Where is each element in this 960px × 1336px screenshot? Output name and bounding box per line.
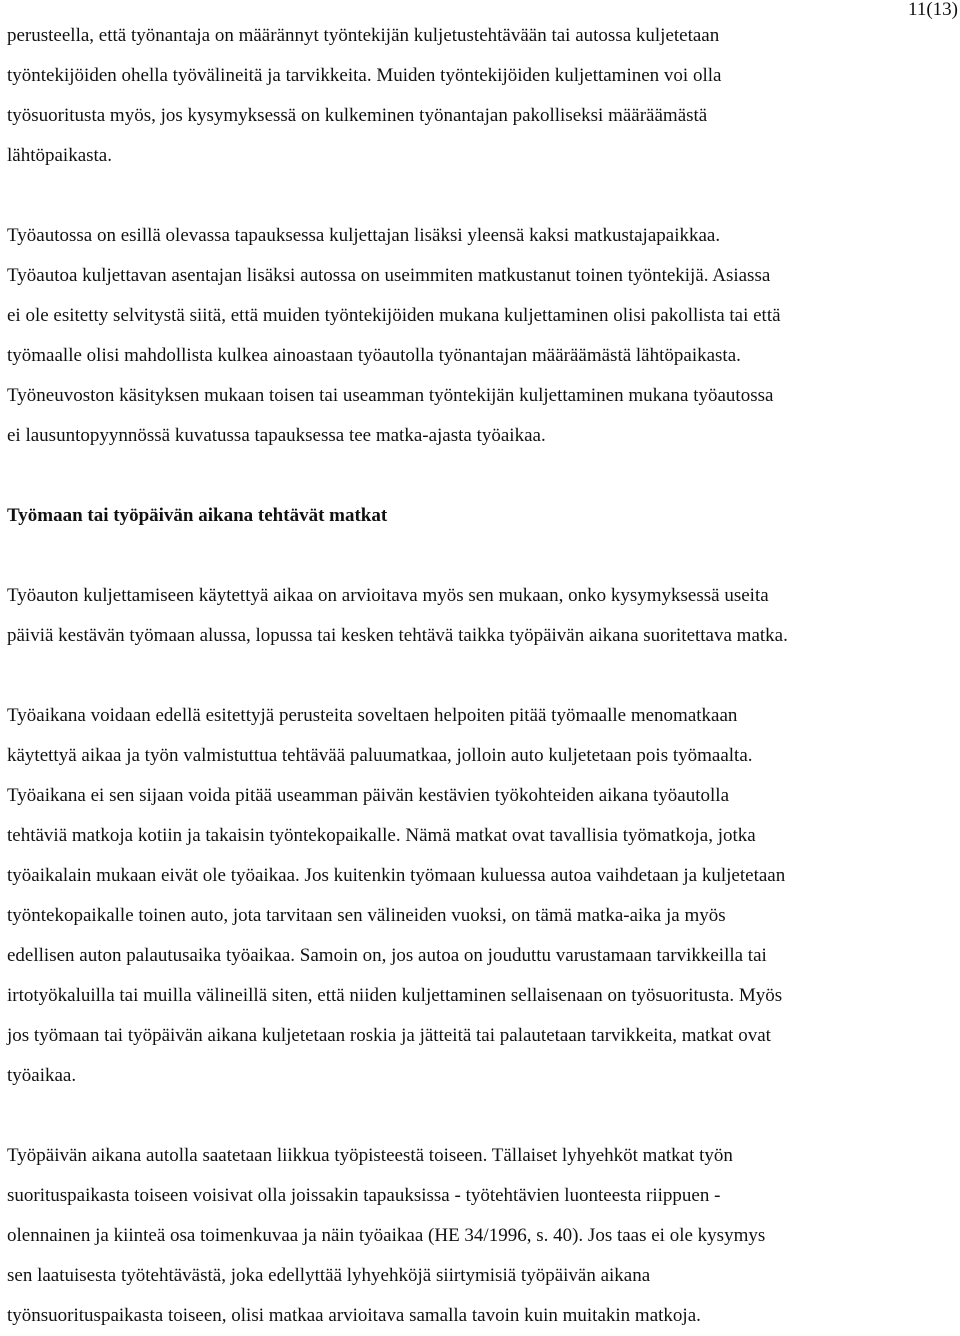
text-line: irtotyökaluilla tai muilla välineillä siten, että niiden kuljettaminen sellaisenaan on työsuoritusta. Myös [7,985,783,1006]
text-line: Työneuvoston käsityksen mukaan toisen tai useamman työntekijän kuljettaminen mukana työautossa [7,385,774,406]
text-line: Työpäivän aikana autolla saatetaan liikkua työpisteestä toiseen. Tällaiset lyhyehköt matkat työn [7,1145,733,1166]
text-line: työntekijöiden ohella työvälineitä ja tarvikkeita. Muiden työntekijöiden kuljettaminen voi olla [7,65,722,86]
text-line: työmaalle olisi mahdollista kulkea ainoastaan työautolla työnantajan määräämästä lähtöpaikasta. [7,345,741,366]
text-line: ei ole esitetty selvitystä siitä, että muiden työntekijöiden mukana kuljettaminen olisi pakollista tai että [7,305,781,326]
text-line: Työaikana ei sen sijaan voida pitää useamman päivän kestävien työkohteiden aikana työautolla [7,785,730,806]
paragraph-1 [7,16,957,176]
text-line: Työautossa on esillä olevassa tapauksessa kuljettajan lisäksi yleensä kaksi matkustajapaikkaa. [7,225,721,246]
document-body [7,16,957,1336]
section-heading: Työmaan tai työpäivän aikana tehtävät matkat [7,505,388,526]
paragraph-4 [7,696,957,1096]
text-line: suorituspaikasta toiseen voisivat olla joissakin tapauksissa - työtehtävien luonteesta riippuen - [7,1185,721,1206]
text-line: lähtöpaikasta. [7,145,112,166]
text-line: sen laatuisesta työtehtävästä, joka edellyttää lyhyehköjä siirtymisiä työpäivän aikana [7,1265,651,1286]
text-line: työntekopaikalle toinen auto, jota tarvitaan sen välineiden vuoksi, on tämä matka-aika ja myös [7,905,726,926]
text-line: Työautoa kuljettavan asentajan lisäksi autossa on useimmiten matkustanut toinen työntekijä. Asiassa [7,265,771,286]
text-line: käytettyä aikaa ja työn valmistuttua tehtävää paluumatkaa, jolloin auto kuljetetaan pois työmaalta. [7,745,753,766]
paragraph-5 [7,1136,957,1336]
text-line: työaikaa. [7,1065,77,1086]
text-line: päiviä kestävän työmaan alussa, lopussa tai kesken tehtävä taikka työpäivän aikana suoritettava matka. [7,625,788,646]
text-line: olennainen ja kiinteä osa toimenkuvaa ja näin työaikaa (HE 34/1996, s. 40). Jos taas ei ole kysymys [7,1225,766,1246]
paragraph-3 [7,576,957,656]
text-line: perusteella, että työnantaja on määrännyt työntekijän kuljetustehtävään tai autossa kuljetetaan [7,25,720,46]
text-line: Työaikana voidaan edellä esitettyjä perusteita soveltaen helpoiten pitää työmaalle menomatkaan [7,705,738,726]
text-line: edellisen auton palautusaika työaikaa. Samoin on, jos autoa on jouduttu varustamaan tarvikkeilla tai [7,945,767,966]
text-line: jos työmaan tai työpäivän aikana kuljetetaan roskia ja jätteitä tai palautetaan tarvikkeita, matkat ovat [7,1025,771,1046]
text-line: työaikalain mukaan eivät ole työaikaa. Jos kuitenkin työmaan kuluessa autoa vaihdetaan ja kuljetetaan [7,865,786,886]
text-line: ei lausuntopyynnössä kuvatussa tapauksessa tee matka-ajasta työaikaa. [7,425,546,446]
text-line: Työauton kuljettamiseen käytettyä aikaa on arvioitava myös sen mukaan, onko kysymyksessä useita [7,585,769,606]
text-line: työsuoritusta myös, jos kysymyksessä on kulkeminen työnantajan pakolliseksi määräämästä [7,105,708,126]
text-line: työnsuorituspaikasta toiseen, olisi matkaa arvioitava samalla tavoin kuin muitakin matkoja. [7,1305,701,1326]
paragraph-2 [7,216,957,456]
text-line: tehtäviä matkoja kotiin ja takaisin työntekopaikalle. Nämä matkat ovat tavallisia työmatkoja, jotka [7,825,756,846]
page-number: 11(13) [908,0,958,20]
